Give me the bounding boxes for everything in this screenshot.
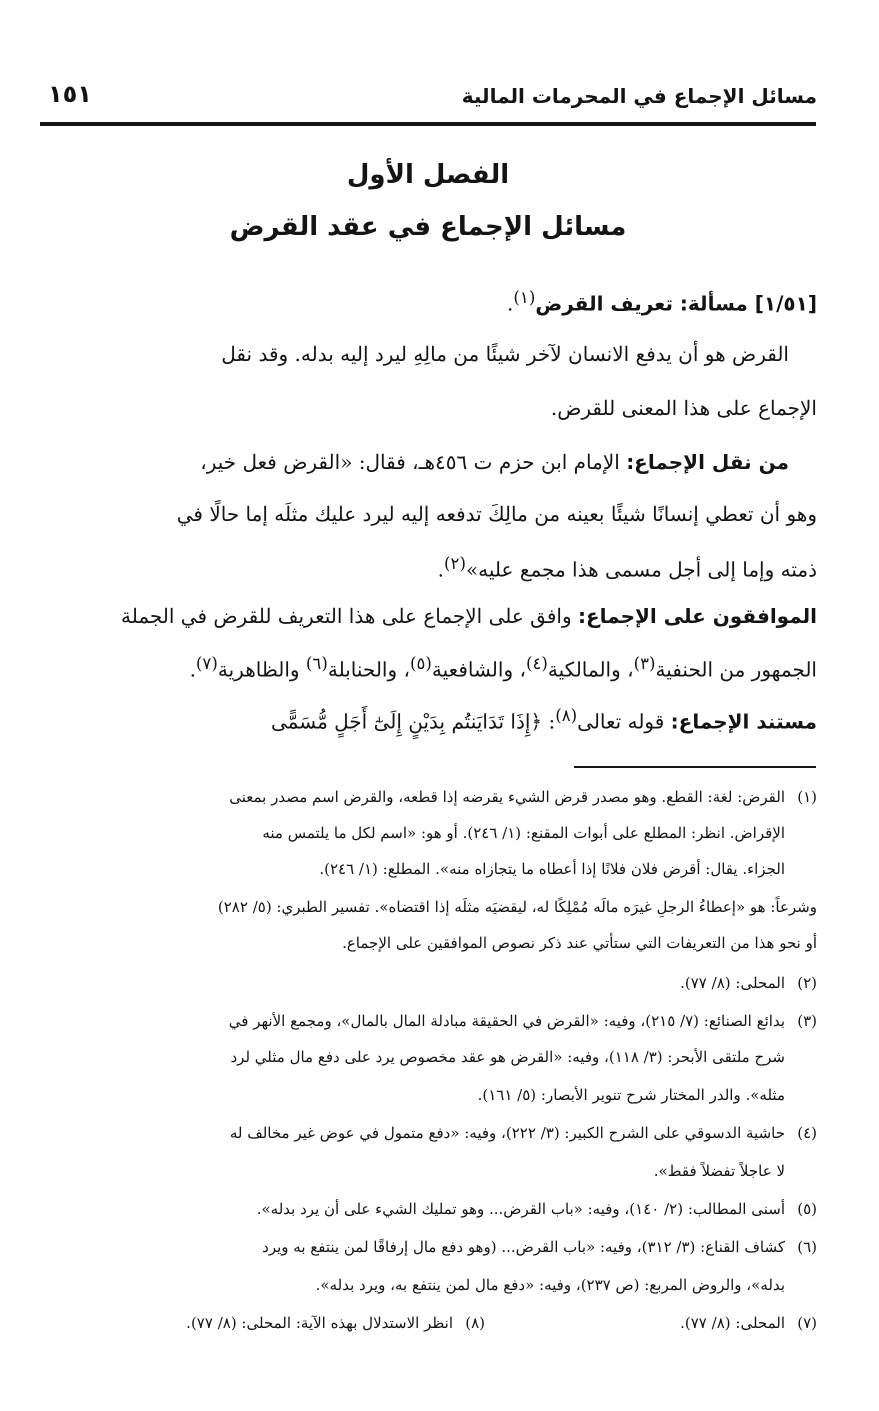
paragraph-text: ، والشافعية xyxy=(431,657,526,682)
footnote-ref: (٢) xyxy=(443,554,466,573)
paragraph-end: . xyxy=(189,657,196,682)
footnote-line: وشرعاً: هو «إعطاءُ الرجلِ غيرَه مالَه مُمْلِكًا له، ليقضيَه مثلَه إذا اقتضاه». تفسير الطبري: (٥/ ٢٨٢) xyxy=(217,898,817,916)
footnote-text: حاشية الدسوقي على الشرح الكبير: (٣/ ٢٢٢)، وفيه: «دفع متمول في عوض غير مخالف له xyxy=(229,1124,785,1142)
paragraph-line xyxy=(40,604,817,628)
paragraph-line xyxy=(40,706,817,734)
footnote-line: مثله». والدر المختار شرح تنوير الأبصار: (٥/ ١٦١). xyxy=(477,1086,785,1104)
footnote-line: بدله»، والروض المربع: (ص ٢٣٧)، وفيه: «دفع مال لمن ينتفع به، ويرد بدله». xyxy=(315,1276,785,1294)
footnote-ref: (٣) xyxy=(633,654,656,673)
footnote-line: لا عاجلاً تفضلاً فقط». xyxy=(653,1162,785,1180)
paragraph-end: . xyxy=(437,557,444,582)
footnote-text: المحلى: (٨/ ٧٧). xyxy=(680,974,785,992)
paragraph-text: ذمته وإما إلى أجل مسمى هذا مجمع عليه» xyxy=(465,557,817,582)
footnote-text: بدائع الصنائع: (٧/ ٢١٥)، وفيه: «القرض في الحقيقة مبادلة المال بالمال»، ومجمع الأنهر في xyxy=(228,1012,785,1030)
paragraph-line xyxy=(40,554,817,582)
paragraph-text: الجمهور من الحنفية xyxy=(655,657,817,682)
paragraph-text: وافق على الإجماع على هذا التعريف للقرض في الجملة xyxy=(120,604,572,628)
footnote-number: (٣) xyxy=(797,1012,817,1030)
footnote-text: المحلى: (٨/ ٧٧). xyxy=(680,1314,785,1332)
page-number: ١٥١ xyxy=(48,80,92,108)
footnote-separator xyxy=(574,766,816,768)
footnote-ref: (٦) xyxy=(305,654,328,673)
footnote-line: شرح ملتقى الأبحر: (٣/ ١١٨)، وفيه: «القرض هو عقد مخصوص يرد على دفع مال مثلي لرد xyxy=(230,1048,785,1066)
quran-verse: : ﴿إِذَا تَدَايَنتُم بِدَيْنٍ إِلَىٰٓ أَجَلٍ مُّسَمًّى xyxy=(271,709,556,734)
paragraph-text: قوله تعالى xyxy=(577,709,665,734)
running-header-title: مسائل الإجماع في المحرمات المالية xyxy=(461,84,817,108)
chapter-subheading: مسائل الإجماع في عقد القرض xyxy=(229,212,627,242)
transmitter-label: من نقل الإجماع: xyxy=(626,450,789,474)
footnote-ref: (٤) xyxy=(525,654,548,673)
footnote-ref: (٨) xyxy=(555,706,578,725)
footnote-text: القرض: لغة: القطع. وهو مصدر قرض الشيء يقرضه إذا قطعه، والقرض اسم مصدر بمعنى xyxy=(229,788,785,806)
paragraph-line xyxy=(40,654,817,682)
footnote-text: انظر الاستدلال بهذه الآية: المحلى: (٨/ ٧٧). xyxy=(186,1314,453,1332)
footnote-number: (٥) xyxy=(797,1200,817,1218)
paragraph-text: والظاهرية xyxy=(217,657,306,682)
footnote-number: (٨) xyxy=(465,1314,485,1332)
footnote-line xyxy=(680,1314,817,1332)
chapter-heading: الفصل الأول xyxy=(346,160,510,190)
footnote-ref: (٥) xyxy=(409,654,432,673)
footnote-line xyxy=(40,974,817,992)
footnote-number: (٦) xyxy=(797,1238,817,1256)
footnote-number: (١) xyxy=(797,788,817,806)
issue-heading xyxy=(40,288,817,316)
footnote-ref: (٧) xyxy=(195,654,218,673)
paragraph-line: الإجماع على هذا المعنى للقرض. xyxy=(550,396,817,420)
header-rule xyxy=(40,122,816,126)
footnote-line xyxy=(186,1314,485,1332)
footnote-number: (٤) xyxy=(797,1124,817,1142)
footnote-line: أو نحو هذا من التعريفات التي ستأتي عند ذكر نصوص الموافقين على الإجماع. xyxy=(342,934,817,952)
paragraph-text: الإمام ابن حزم ت ٤٥٦هـ، فقال: «القرض فعل خير، xyxy=(200,450,620,474)
footnote-line: الجزاء. يقال: أقرض فلان فلانًا إذا أعطاه ما يتجازاه منه». المطلع: (١/ ٢٤٦). xyxy=(319,860,785,878)
agreeing-label: الموافقون على الإجماع: xyxy=(578,604,817,628)
issue-end: . xyxy=(507,291,514,316)
footnote-line xyxy=(40,1200,817,1218)
footnote-number: (٧) xyxy=(797,1314,817,1332)
paragraph-text: ، والمالكية xyxy=(547,657,634,682)
footnote-line xyxy=(40,1012,817,1030)
paragraph-line xyxy=(40,450,789,474)
paragraph-text: ، والحنابلة xyxy=(327,657,410,682)
paragraph-line: القرض هو أن يدفع الانسان لآخر شيئًا من مالِهِ ليرد إليه بدله. وقد نقل xyxy=(221,342,789,366)
footnote-ref: (١) xyxy=(513,288,536,307)
footnote-text: أسنى المطالب: (٢/ ١٤٠)، وفيه: «باب القرض... وهو تمليك الشيء على أن يرد بدله». xyxy=(256,1200,785,1218)
footnote-line: الإقراض. انظر: المطلع على أبوات المقنع: (١/ ٢٤٦). أو هو: «اسم لكل ما يلتمس منه xyxy=(262,824,785,842)
footnote-line xyxy=(40,1124,817,1142)
footnote-line xyxy=(40,788,817,806)
paragraph-line: وهو أن تعطي إنسانًا شيئًا بعينه من مالِكَ تدفعه إليه ليرد عليك مثلَه إما حالًا في xyxy=(176,502,817,526)
footnote-text: كشاف القناع: (٣/ ٣١٢)، وفيه: «باب القرض... (وهو دفع مال إرفاقًا لمن ينتفع به ويرد xyxy=(262,1238,785,1256)
footnote-line xyxy=(40,1238,817,1256)
evidence-label: مستند الإجماع: xyxy=(670,709,817,734)
footnote-number: (٢) xyxy=(797,974,817,992)
issue-label: [١/٥١] مسألة: تعريف القرض xyxy=(535,291,817,316)
